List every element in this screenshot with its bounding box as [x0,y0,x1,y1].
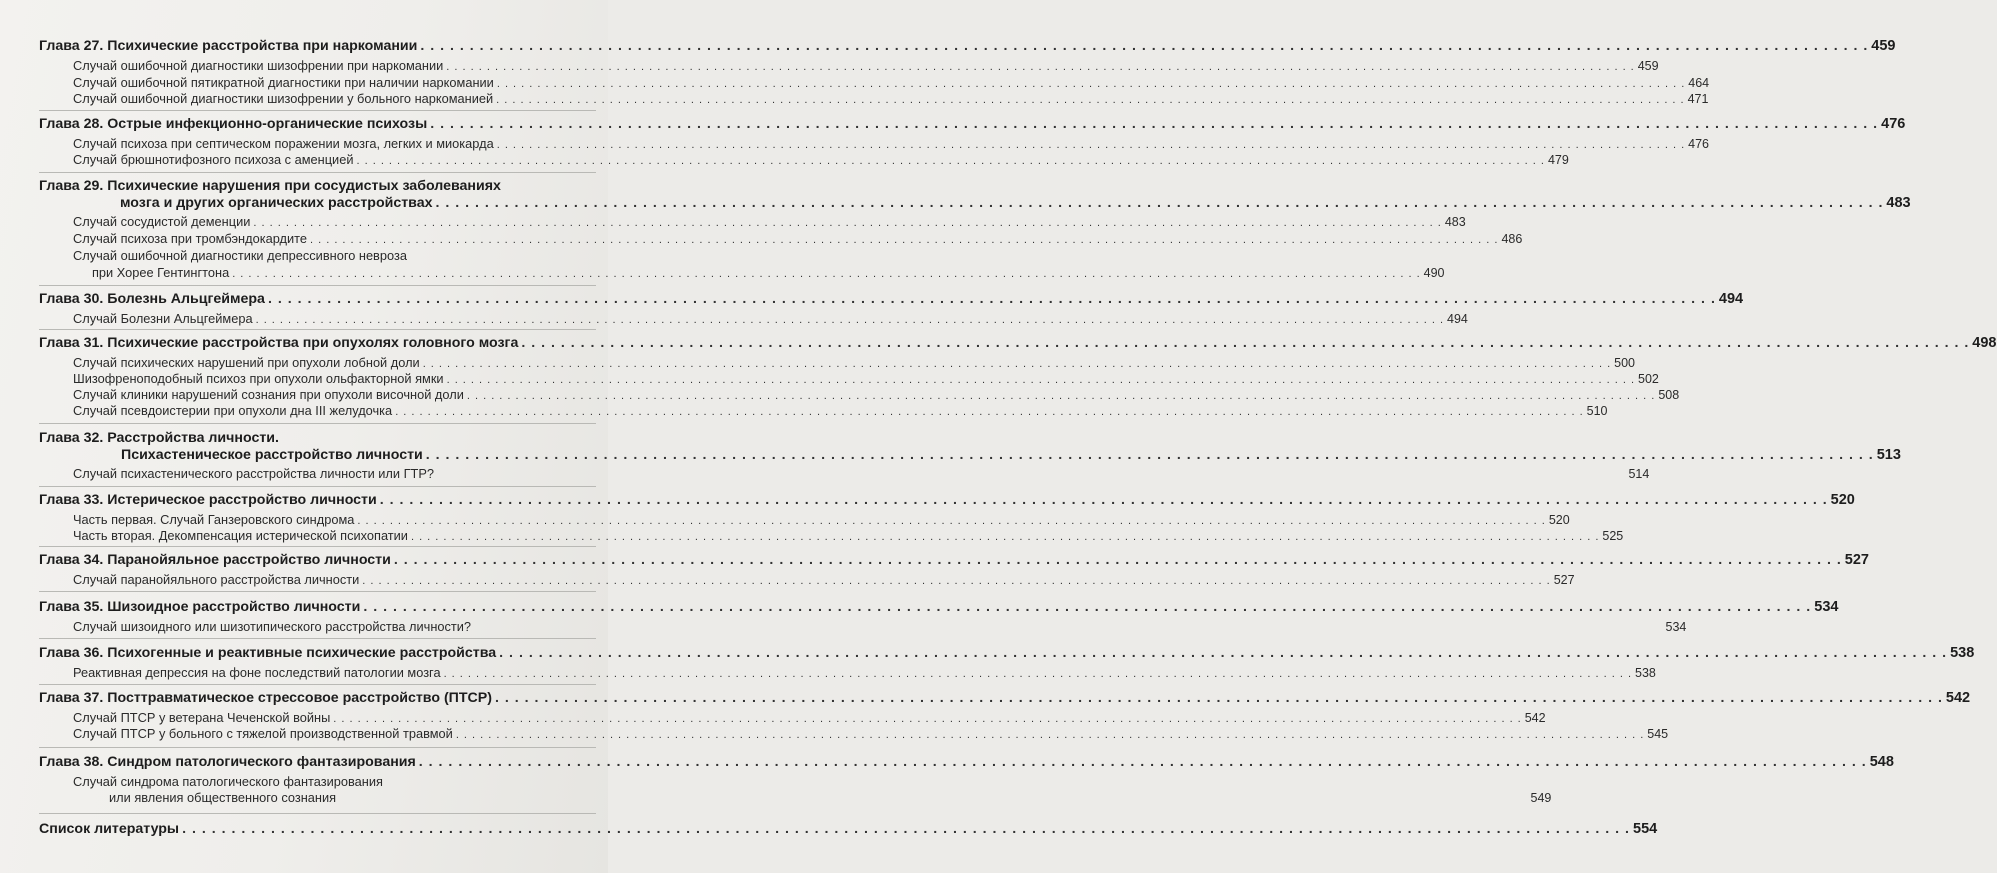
entry-title: Случай ошибочной диагностики шизофрении у больного наркоманией [73,91,494,106]
leader-dots [394,552,1842,568]
entry-title: или явления общественного сознания [109,790,337,805]
page-number: 479 [1547,153,1569,167]
page-number: 471 [1687,92,1709,106]
leader-dots [232,268,1420,280]
page-number: 527 [1553,573,1575,587]
section-divider [39,110,596,111]
toc-entry[interactable] [73,231,1523,246]
toc-entry[interactable] [73,152,1569,167]
page-number: 554 [1633,821,1658,837]
entry-title: Случай ошибочной диагностики шизофрении при наркомании [73,58,444,73]
leader-dots [268,291,1716,307]
toc-chapter-34[interactable] [39,552,1869,568]
chapter-title: Глава 36. Психогенные и реактивные психические расстройства [39,645,497,661]
entry-title: Случай сосудистой деменции [73,214,251,229]
entry-title: Случай паранойяльного расстройства личности [73,572,360,587]
leader-dots [446,61,1634,73]
entry-title: Случай Болезни Альцгеймера [73,311,253,326]
chapter-title: Глава 28. Острые инфекционно-органические психозы [39,116,428,132]
toc-entry[interactable] [73,619,1687,634]
section-divider [39,747,596,748]
toc-chapter-35[interactable] [39,599,1839,615]
leader-dots [357,515,1545,527]
section-divider [39,813,596,814]
page-number: 549 [1530,791,1552,805]
leader-dots [380,492,1828,508]
page-number: 490 [1423,266,1445,280]
entry-title: при Хорее Гентингтона [92,265,230,280]
leader-dots [447,374,1635,386]
leader-dots [495,690,1943,706]
chapter-title: Список литературы [39,821,180,837]
toc-entry[interactable] [73,466,1650,481]
toc-chapter-37[interactable] [39,690,1971,706]
leader-dots [456,729,1644,741]
leader-dots [499,645,1947,661]
section-divider [39,285,596,286]
leader-dots [435,195,1883,211]
entry-title: Часть первая. Случай Ганзеровского синдрома [73,512,355,527]
toc-entry[interactable] [109,790,1552,805]
toc-chapter-27[interactable] [39,38,1896,54]
leader-dots [253,217,1441,229]
toc-entry[interactable] [73,512,1570,527]
toc-bibliography[interactable] [39,821,1658,837]
toc-entry[interactable] [73,387,1680,402]
page-number: 545 [1647,727,1669,741]
toc-entry[interactable] [73,572,1575,587]
toc-entry-line1[interactable]: Случай ошибочной диагностики депрессивного невроза [73,248,407,263]
page-number: 527 [1844,552,1869,568]
toc-entry[interactable] [92,265,1445,280]
entry-title: Случай ошибочной пятикратной диагностики при наличии наркомании [73,75,494,90]
chapter-title: Глава 30. Болезнь Альцгеймера [39,291,265,307]
entry-title: Случай шизоидного или шизотипического расстройства личности? [73,619,472,634]
toc-entry[interactable] [73,665,1656,680]
page-number: 498 [1972,335,1997,351]
entry-title: Случай псевдоистерии при опухоли дна III желудочка [73,403,393,418]
leader-dots [430,116,1878,132]
chapter-title: Глава 37. Посттравматическое стрессовое расстройство (ПТСР) [39,690,492,706]
page-number: 494 [1447,312,1468,326]
page-number: 459 [1637,59,1659,73]
leader-dots [182,821,1630,837]
leader-dots [423,358,1611,370]
page-number: 548 [1869,754,1894,770]
leader-dots [521,335,1969,351]
page-number: 483 [1444,215,1466,229]
page-number: 513 [1876,447,1901,463]
page-number: 476 [1881,116,1906,132]
toc-chapter-36[interactable] [39,645,1975,661]
toc-entry[interactable] [73,91,1709,106]
toc-chapter-28[interactable] [39,116,1906,132]
section-divider [39,172,596,173]
entry-title: Случай ПТСР у ветерана Чеченской войны [73,710,331,725]
toc-chapter-38[interactable] [39,754,1894,770]
section-divider [39,684,596,685]
page-number: 542 [1945,690,1971,706]
page-number: 483 [1886,195,1911,211]
chapter-title: Глава 33. Истерическое расстройство личности [39,492,377,508]
toc-entry[interactable] [73,311,1468,326]
page-number: 486 [1501,232,1523,246]
page-number: 538 [1635,666,1656,680]
toc-chapter-30[interactable] [39,291,1744,307]
page-number: 525 [1602,529,1624,543]
section-divider [39,486,596,487]
toc-chapter-33[interactable] [39,492,1855,508]
entry-title: Реактивная депрессия на фоне последствий патологии мозга [73,665,441,680]
page-number: 520 [1830,492,1855,508]
entry-title: Случай клиники нарушений сознания при опухоли височной доли [73,387,464,402]
leader-dots [310,234,1498,246]
leader-dots [362,575,1550,587]
page-number: 538 [1950,645,1975,661]
chapter-title: Глава 35. Шизоидное расстройство личности [39,599,361,615]
page-number: 520 [1548,513,1570,527]
leader-dots [444,668,1632,680]
leader-dots [496,94,1684,106]
toc-entry[interactable] [73,528,1624,543]
chapter-title: Психастеническое расстройство личности [121,447,423,463]
toc-entry[interactable] [73,58,1659,73]
toc-entry[interactable] [73,136,1710,151]
page-number: 500 [1614,356,1635,370]
leader-dots [467,390,1655,402]
section-divider [39,329,596,330]
entry-title: Случай психоза при тромбэндокардите [73,231,307,246]
leader-dots [426,447,1874,463]
entry-title: Случай брюшнотифозного психоза с аменцией [73,152,354,167]
toc-chapter-29[interactable] [120,195,1911,211]
leader-dots [497,139,1685,151]
toc-entry[interactable] [73,371,1659,386]
page-number: 542 [1524,711,1546,725]
toc-chapter-31[interactable] [39,335,1997,351]
page-number: 464 [1688,76,1710,90]
leader-dots [497,78,1685,90]
page-number: 534 [1814,599,1839,615]
entry-title: Часть вторая. Декомпенсация истерической психопатии [73,528,408,543]
toc-chapter-29-line1[interactable]: Глава 29. Психические нарушения при сосудистых заболеваниях [39,178,501,194]
toc-entry[interactable] [73,403,1608,418]
toc-entry-line1[interactable]: Случай синдрома патологического фантазирования [73,774,383,789]
leader-dots [420,38,1868,54]
chapter-title: Глава 34. Паранойяльное расстройство личности [39,552,391,568]
leader-dots [333,713,1521,725]
chapter-title: мозга и других органических расстройствах [120,195,433,211]
leader-dots [419,754,1867,770]
chapter-title: Глава 27. Психические расстройства при наркомании [39,38,418,54]
entry-title: Случай психастенического расстройства личности или ГТР? [73,466,434,481]
chapter-title: Глава 31. Психические расстройства при опухолях головного мозга [39,335,519,351]
page-number: 502 [1638,372,1659,386]
toc-chapter-32-line1[interactable]: Глава 32. Расстройства личности. [39,430,279,446]
section-divider [39,591,596,592]
section-divider [39,546,596,547]
page-number: 494 [1718,291,1744,307]
toc-chapter-32[interactable] [121,447,1901,463]
page-number: 514 [1628,467,1650,481]
toc-entry[interactable] [73,710,1546,725]
page-number: 534 [1665,620,1687,634]
section-divider [39,423,596,424]
leader-dots [395,406,1583,418]
leader-dots [356,155,1544,167]
section-divider [39,638,596,639]
page-number: 508 [1658,388,1680,402]
toc-entry[interactable] [73,214,1466,229]
leader-dots [363,599,1811,615]
toc-entry[interactable] [73,355,1635,370]
leader-dots [411,531,1599,543]
page-number: 510 [1586,404,1608,418]
entry-title: Случай психических нарушений при опухоли лобной доли [73,355,420,370]
entry-title: Случай психоза при септическом поражении мозга, легких и миокарда [73,136,494,151]
toc-entry[interactable] [73,75,1710,90]
entry-title: Шизофреноподобный психоз при опухоли ольфакторной ямки [73,371,444,386]
toc-entry[interactable] [73,726,1669,741]
entry-title: Случай ПТСР у больного с тяжелой производственной травмой [73,726,453,741]
leader-dots [256,314,1444,326]
page-number: 476 [1688,137,1710,151]
chapter-title: Глава 38. Синдром патологического фантазирования [39,754,416,770]
page-number: 459 [1871,38,1896,54]
